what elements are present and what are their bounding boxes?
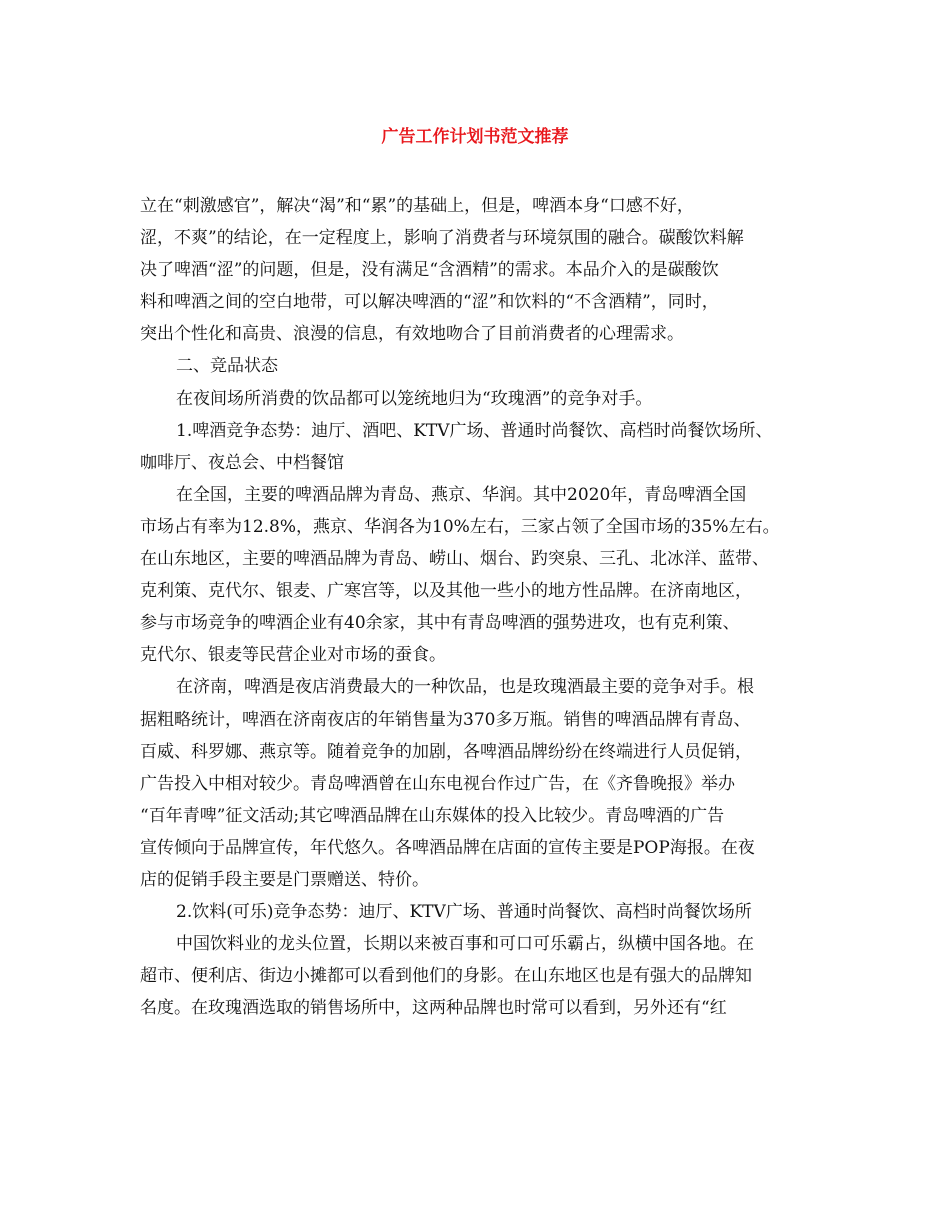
text-line: 在济南，啤酒是夜店消费最大的一种饮品，也是玫瑰酒最主要的竞争对手。根 bbox=[176, 677, 754, 698]
text-line: 在全国，主要的啤酒品牌为青岛、燕京、华润。其中2020年，青岛啤酒全国 bbox=[176, 484, 747, 505]
text-line: 在夜间场所消费的饮品都可以笼统地归为“玫瑰酒”的竞争对手。 bbox=[176, 388, 653, 409]
text-line: 市场占有率为12.8%，燕京、华润各为10%左右，三家占领了全国市场的35%左右。 bbox=[140, 516, 780, 537]
text-line: 百威、科罗娜、燕京等。随着竞争的加剧，各啤酒品牌纷纷在终端进行人员促销， bbox=[140, 741, 752, 762]
text-line: 料和啤酒之间的空白地带，可以解决啤酒的“涩”和饮料的“不含酒精”，同时， bbox=[140, 292, 719, 313]
text-line: 宣传倾向于品牌宣传，年代悠久。各啤酒品牌在店面的宣传主要是POP海报。在夜 bbox=[140, 837, 755, 858]
text-line: 2.饮料(可乐)竞争态势：迪厅、KTV广场、普通时尚餐饮、高档时尚餐饮场所 bbox=[176, 902, 752, 923]
text-line: 据粗略统计，啤酒在济南夜店的年销售量为370多万瓶。销售的啤酒品牌有青岛、 bbox=[140, 709, 751, 730]
text-line: 咖啡厅、夜总会、中档餐馆 bbox=[140, 452, 344, 473]
text-line: 超市、便利店、街边小摊都可以看到他们的身影。在山东地区也是有强大的品牌知 bbox=[140, 966, 752, 987]
text-line: 克利策、克代尔、银麦、广寒宫等，以及其他一些小的地方性品牌。在济南地区， bbox=[140, 581, 752, 602]
text-line: 二、竞品状态 bbox=[176, 356, 278, 377]
text-line: 店的促销手段主要是门票赠送、特价。 bbox=[140, 869, 429, 890]
text-line: 广告投入中相对较少。青岛啤酒曾在山东电视台作过广告，在《齐鲁晚报》举办 bbox=[140, 773, 735, 794]
text-line: 1.啤酒竞争态势：迪厅、酒吧、KTV广场、普通时尚餐饮、高档时尚餐饮场所、 bbox=[176, 420, 773, 441]
text-line: 参与市场竞争的啤酒企业有40余家，其中有青岛啤酒的强势进攻，也有克利策、 bbox=[140, 613, 740, 634]
text-line: 在山东地区，主要的啤酒品牌为青岛、崂山、烟台、趵突泉、三孔、北冰洋、蓝带、 bbox=[140, 549, 769, 570]
text-line: 涩，不爽”的结论，在一定程度上，影响了消费者与环境氛围的融合。碳酸饮料解 bbox=[140, 228, 744, 249]
document-body bbox=[140, 190, 830, 1024]
text-line: 突出个性化和高贵、浪漫的信息，有效地吻合了目前消费者的心理需求。 bbox=[140, 324, 684, 345]
text-line: 克代尔、银麦等民营企业对市场的蚕食。 bbox=[140, 645, 446, 666]
text-line: 决了啤酒“涩”的问题，但是，没有满足“含酒精”的需求。本品介入的是碳酸饮 bbox=[140, 260, 719, 281]
text-line: “百年青啤”征文活动;其它啤酒品牌在山东媒体的投入比较少。青岛啤酒的广告 bbox=[140, 805, 725, 826]
text-line: 中国饮料业的龙头位置，长期以来被百事和可口可乐霸占，纵横中国各地。在 bbox=[176, 934, 754, 955]
document-title: 广告工作计划书范文推荐 bbox=[381, 127, 569, 147]
text-line: 名度。在玫瑰酒选取的销售场所中，这两种品牌也时常可以看到，另外还有“红 bbox=[140, 998, 727, 1019]
text-line: 立在“刺激感官”，解决“渴”和“累”的基础上，但是，啤酒本身“口感不好， bbox=[140, 196, 694, 216]
